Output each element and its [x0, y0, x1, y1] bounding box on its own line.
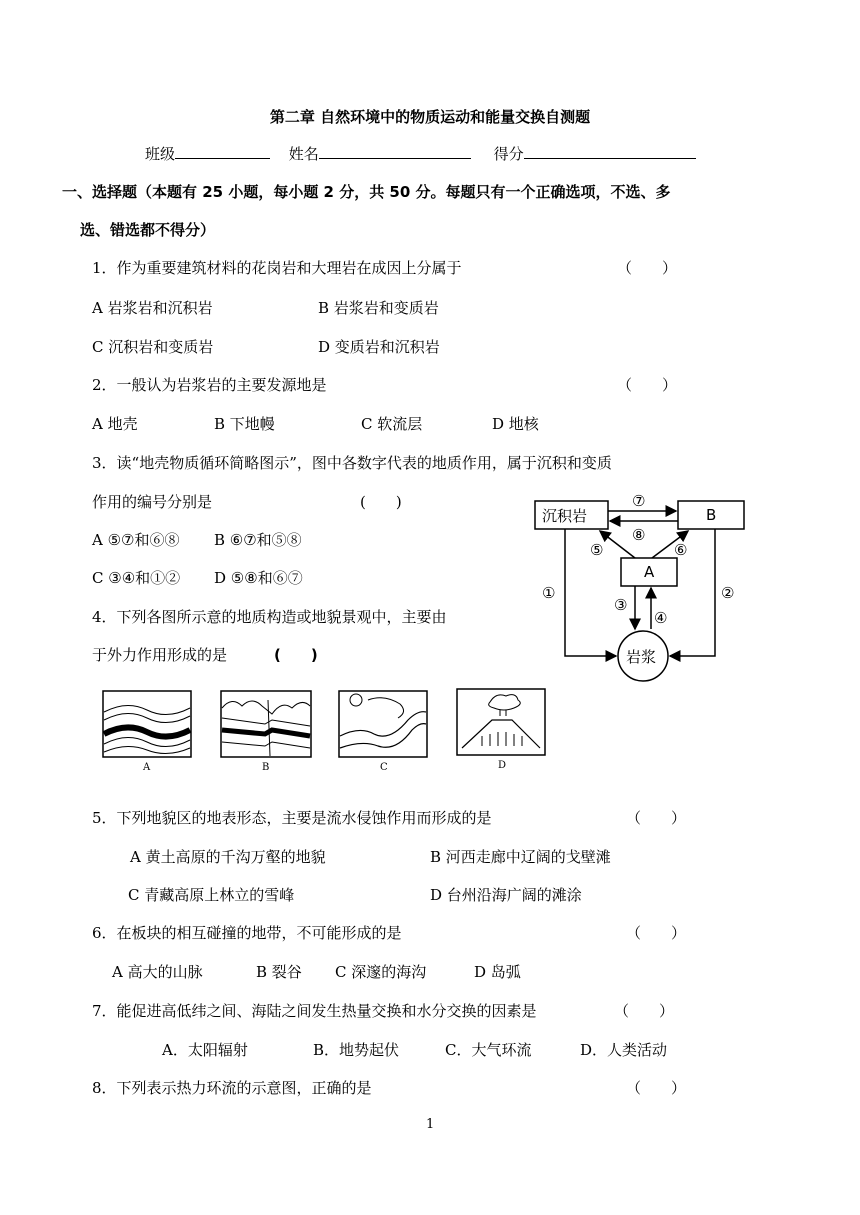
q2-option-a[interactable]: A 地壳: [92, 415, 138, 433]
q6-option-c[interactable]: C 深邃的海沟: [335, 963, 427, 981]
q6-option-a[interactable]: A 高大的山脉: [112, 963, 203, 981]
q6-option-d[interactable]: D 岛弧: [474, 963, 521, 981]
q4-stem-cont: 于外力作用形成的是: [92, 646, 228, 664]
magma-label: 岩浆: [626, 648, 657, 666]
class-field[interactable]: [175, 144, 270, 159]
q6-answer-blank[interactable]: （ ）: [626, 924, 687, 942]
q3-option-b[interactable]: B ⑥⑦和⑤⑧: [214, 531, 302, 549]
process-3-label: ③: [614, 596, 628, 614]
q3-stem: 3．读“地壳物质循环简略图示”，图中各数字代表的地质作用，属于沉积和变质: [92, 454, 612, 472]
q4-stem: 4．下列各图所示意的地质构造或地貌景观中，主要由: [92, 608, 447, 626]
q4-picture-b[interactable]: [220, 690, 312, 758]
q2-option-c[interactable]: C 软流层: [361, 415, 423, 433]
q3-stem-cont: 作用的编号分别是: [92, 493, 213, 511]
q7-option-c[interactable]: C．大气环流: [445, 1041, 532, 1059]
q5-stem: 5．下列地貌区的地表形态，主要是流水侵蚀作用而形成的是: [92, 809, 492, 827]
process-2-label: ②: [721, 584, 735, 602]
q2-stem: 2．一般认为岩浆岩的主要发源地是: [92, 376, 327, 394]
section-heading: 一、选择题（本题有 25 小题，每小题 2 分，共 50 分。每题只有一个正确选项，不选、多: [62, 183, 671, 201]
q4-answer-blank[interactable]: ( ): [274, 646, 318, 664]
q4-picture-a[interactable]: [102, 690, 192, 758]
q1-option-b[interactable]: B 岩浆岩和变质岩: [318, 299, 439, 317]
score-label: 得分: [493, 145, 524, 163]
q3-option-d[interactable]: D ⑤⑧和⑥⑦: [214, 569, 303, 587]
q2-option-b[interactable]: B 下地幔: [214, 415, 275, 433]
q3-answer-blank[interactable]: ( ): [360, 493, 402, 511]
q3-option-c[interactable]: C ③④和①②: [92, 569, 181, 587]
process-1-label: ①: [542, 584, 556, 602]
name-label: 姓名: [288, 145, 319, 163]
q3-option-a[interactable]: A ⑤⑦和⑥⑧: [92, 531, 180, 549]
q4-picture-c[interactable]: [338, 690, 428, 758]
rock-cycle-diagram: [530, 484, 754, 689]
q8-stem: 8．下列表示热力环流的示意图，正确的是: [92, 1079, 372, 1097]
page-title: 第二章 自然环境中的物质运动和能量交换自测题: [269, 108, 591, 126]
q4-picture-a-label: A: [143, 762, 151, 773]
process-5-label: ⑤: [590, 541, 604, 559]
q7-option-b[interactable]: B．地势起伏: [313, 1041, 400, 1059]
process-8-label: ⑧: [632, 526, 646, 544]
section-heading-cont: 选、错选都不得分）: [80, 221, 216, 239]
q5-option-b[interactable]: B 河西走廊中辽阔的戈壁滩: [430, 848, 611, 866]
q4-picture-c-label: C: [380, 762, 388, 773]
q1-stem: 1．作为重要建筑材料的花岗岩和大理岩在成因上分属于: [92, 259, 462, 277]
process-7-label: ⑦: [632, 492, 646, 510]
q8-answer-blank[interactable]: （ ）: [626, 1079, 687, 1097]
student-info-row: [145, 143, 696, 164]
q5-option-c[interactable]: C 青藏高原上林立的雪峰: [128, 886, 295, 904]
q7-stem: 7．能促进高低纬之间、海陆之间发生热量交换和水分交换的因素是: [92, 1002, 537, 1020]
q1-option-d[interactable]: D 变质岩和沉积岩: [318, 338, 440, 356]
q1-answer-blank[interactable]: （ ）: [617, 259, 678, 277]
page-number: 1: [426, 1117, 435, 1132]
q7-option-a[interactable]: A．太阳辐射: [162, 1041, 248, 1059]
q6-option-b[interactable]: B 裂谷: [256, 963, 302, 981]
process-4-label: ④: [654, 609, 668, 627]
q7-answer-blank[interactable]: （ ）: [614, 1002, 675, 1020]
score-field[interactable]: [524, 144, 696, 159]
metamorphic-b-label: B: [706, 506, 717, 524]
q5-option-d[interactable]: D 台州沿海广阔的滩涂: [430, 886, 582, 904]
class-label: 班级: [145, 145, 176, 163]
q5-option-a[interactable]: A 黄土高原的千沟万壑的地貌: [130, 848, 326, 866]
sedimentary-rock-label: 沉积岩: [542, 507, 588, 525]
q7-option-d[interactable]: D．人类活动: [580, 1041, 668, 1059]
q1-option-c[interactable]: C 沉积岩和变质岩: [92, 338, 214, 356]
q4-picture-b-label: B: [262, 762, 270, 773]
process-6-label: ⑥: [674, 541, 688, 559]
igneous-a-label: A: [644, 563, 655, 581]
q6-stem: 6．在板块的相互碰撞的地带，不可能形成的是: [92, 924, 402, 942]
q5-answer-blank[interactable]: （ ）: [626, 809, 687, 827]
q2-option-d[interactable]: D 地核: [492, 415, 539, 433]
name-field[interactable]: [319, 144, 471, 159]
q2-answer-blank[interactable]: （ ）: [617, 376, 678, 394]
q1-option-a[interactable]: A 岩浆岩和沉积岩: [92, 299, 213, 317]
q4-picture-d-label: D: [498, 760, 507, 771]
q4-picture-d[interactable]: [456, 688, 546, 756]
